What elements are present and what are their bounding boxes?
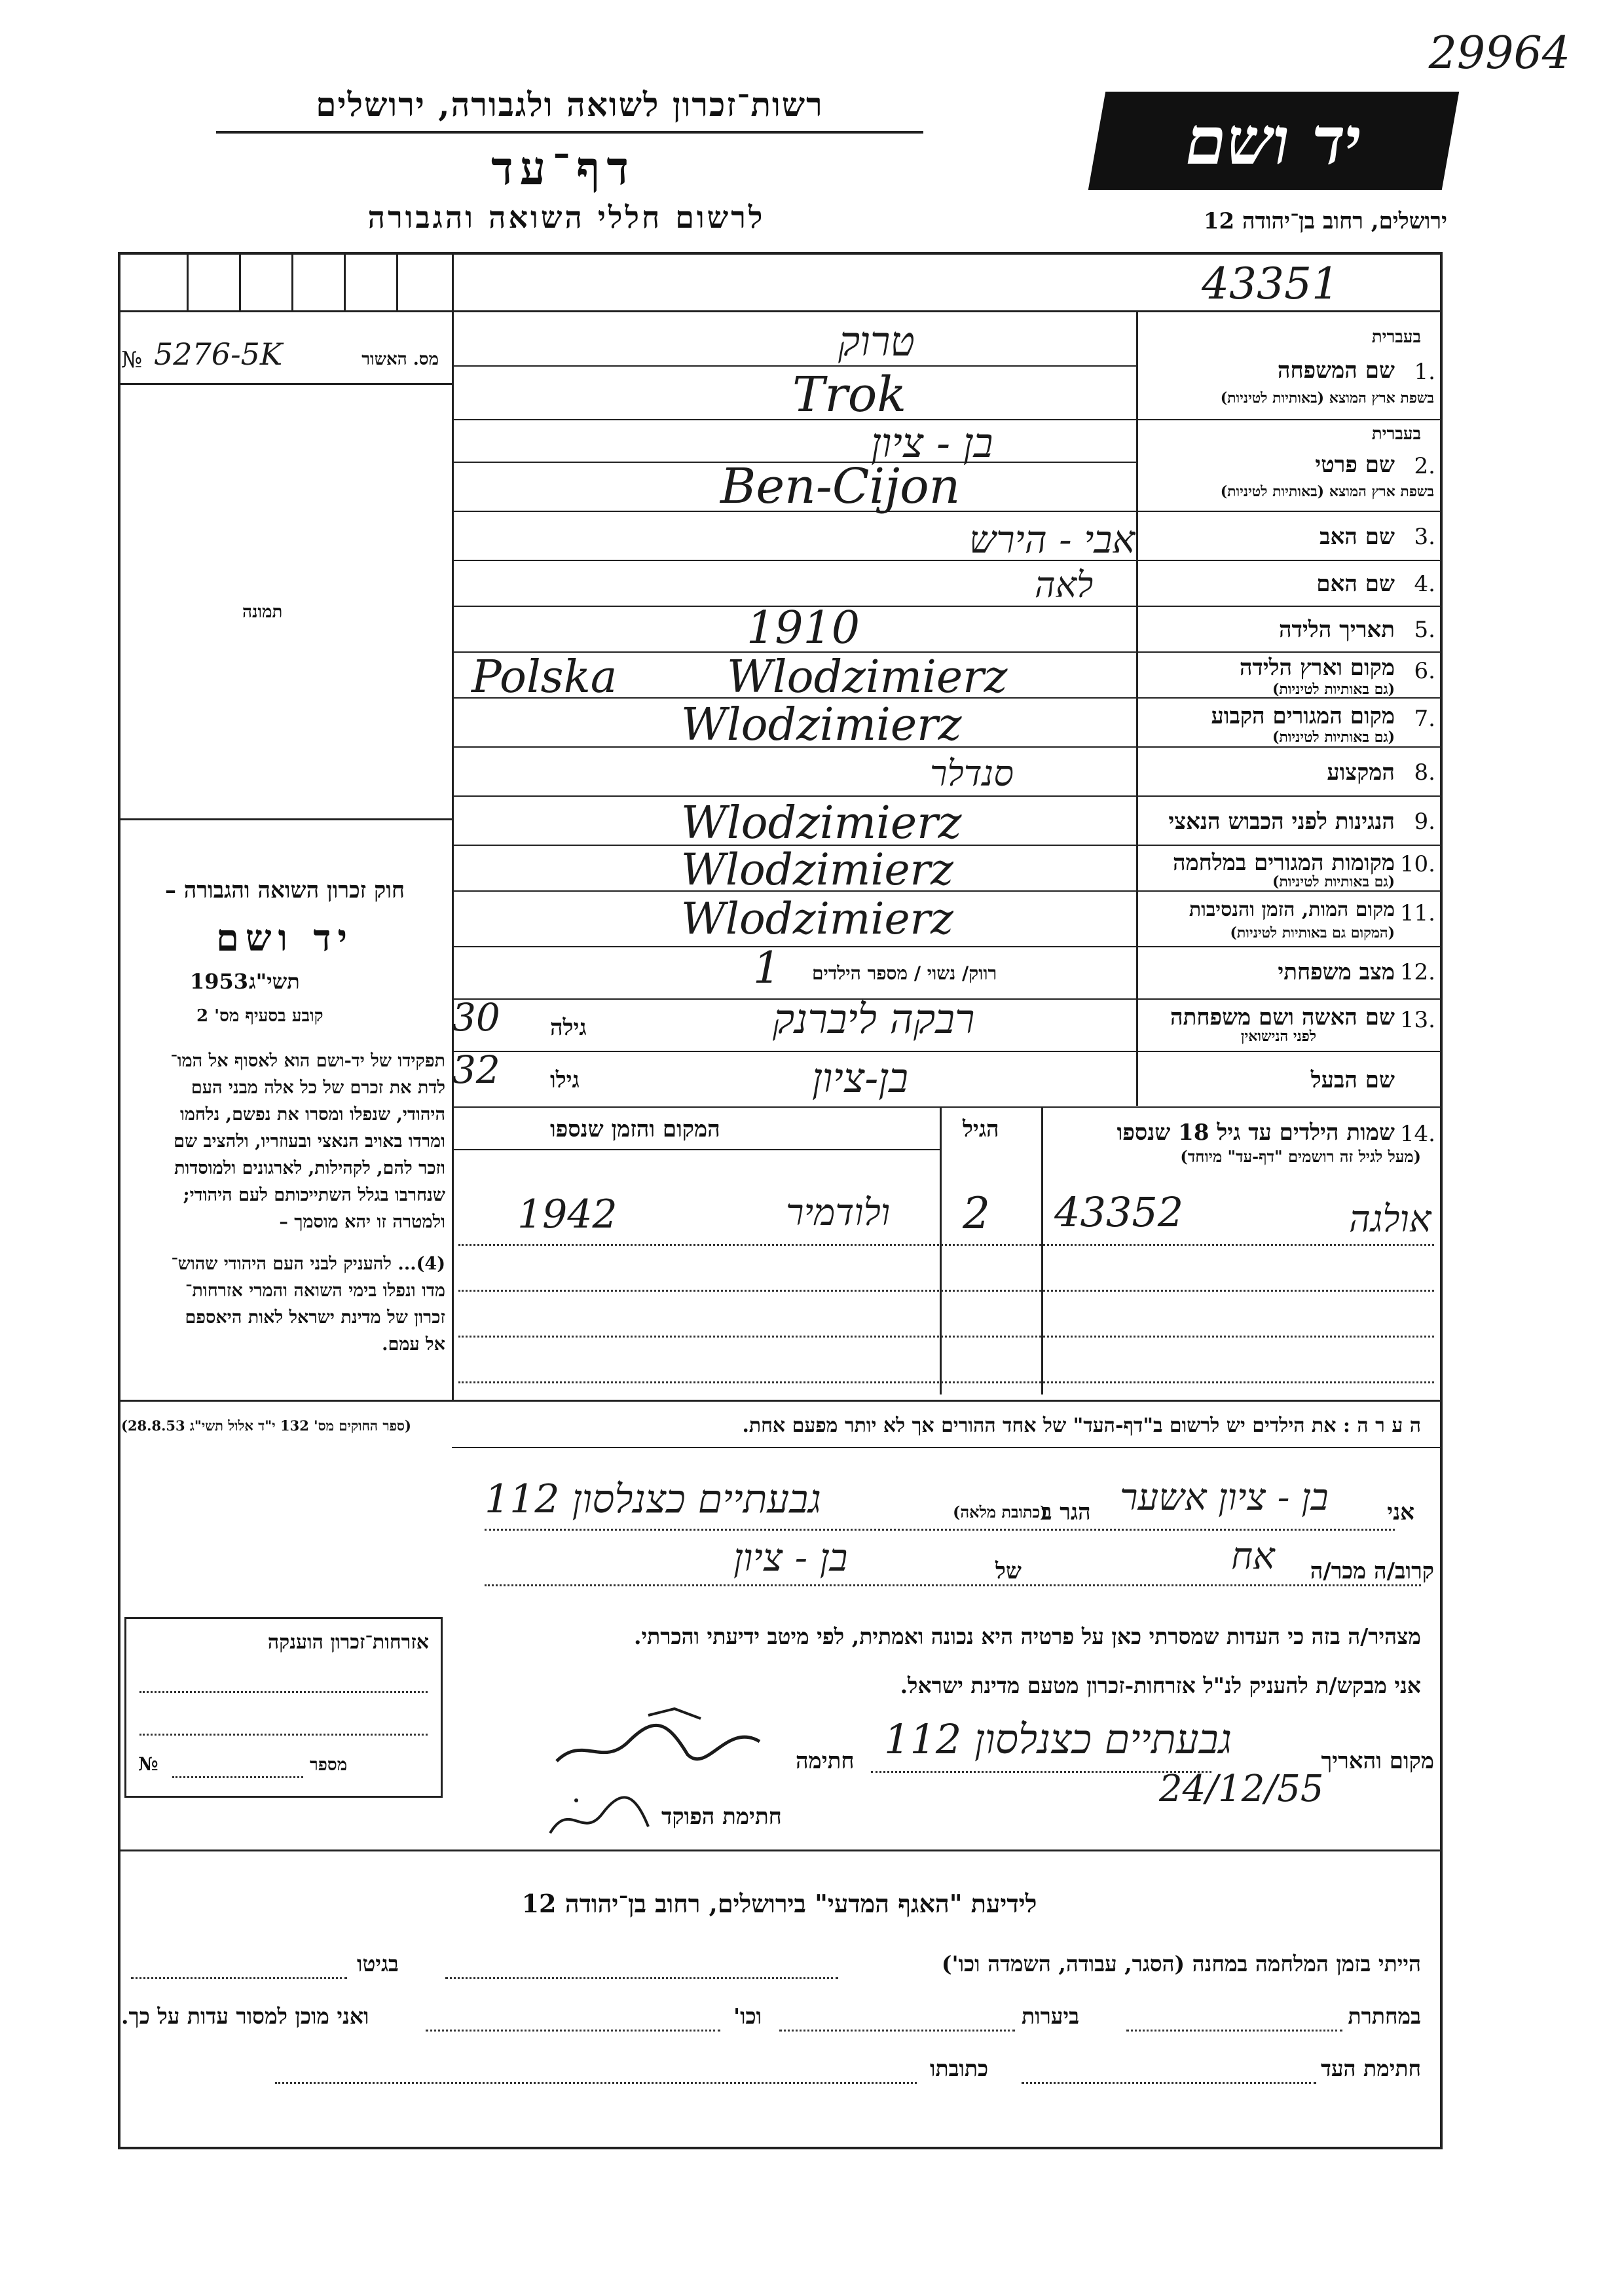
- note: ה ע ר ה : את הילדים יש לרשום ב"דף-העד" של אחד ההורים אך לא יותר מפעם אחת.: [742, 1414, 1421, 1437]
- declarant-address: גבעתיים כצנלסון 112: [485, 1476, 821, 1522]
- footer-ghetto-label: בגיטו: [357, 1951, 399, 1977]
- top-row-rule: [118, 310, 1440, 312]
- birth-date: 1910: [747, 602, 860, 654]
- husband-age: 32: [452, 1048, 500, 1092]
- declarant-name: בן - ציון אשער: [1120, 1476, 1329, 1519]
- field-13-label: שם האשה ושם משפחתה: [1170, 1004, 1395, 1030]
- field-9-label: הנגינות לפני הכבוש הנאצי: [1168, 809, 1395, 835]
- footer-address-label: כתובתו: [930, 2056, 989, 2081]
- footer-forests-label: ביערות: [1022, 2003, 1080, 2029]
- law-paragraph-2: (4)... להעניק לבני העם היהודי שהוש־ מדו ונפלו בימי השואה והמרי אזרחות־ זכרון של מדינת ישראל לאות היאספם אל עמם.: [171, 1254, 445, 1355]
- relation-value: אח: [1231, 1535, 1275, 1578]
- law-title: חוק זכרון השואה והגבורה –: [164, 877, 405, 903]
- law-reference: (ספר החוקים מס' 132 י"ד אלול תשי"ג 28.8.53): [121, 1417, 411, 1434]
- father-name: אבי - הירש: [969, 517, 1135, 562]
- label-column-divider: [1136, 310, 1138, 1106]
- footer-heading: לידיעת "האגף המדעי" בירושלים, רחוב בן־יהודה 12: [521, 1889, 1037, 1918]
- declaration-date: 24/12/55: [1159, 1768, 1324, 1810]
- field-10-label: מקומות המגורים במלחמה: [1172, 850, 1395, 876]
- archive-number: 29964: [1428, 27, 1570, 79]
- death-place: Wlodzimierz: [681, 894, 953, 944]
- field-3-label: שם האב: [1320, 524, 1395, 550]
- law-section: קובע בסעיף מס' 2: [196, 1006, 323, 1026]
- field-1-lang: בעברית: [1371, 327, 1421, 347]
- supervisor-signature: [537, 1781, 661, 1853]
- children-col-place: המקום והזמן שנספו: [550, 1116, 720, 1142]
- birth-place: Wlodzimierz: [727, 651, 1008, 703]
- field-11-label: מקום המות, הזמן והנסיבות: [1189, 898, 1395, 921]
- family-status-options: רווק/ נשוי / מספר הילדים: [812, 962, 997, 984]
- given-name-latin: Ben-Cijon: [720, 458, 961, 515]
- field-8-label: המקצוע: [1327, 759, 1395, 786]
- left-column-divider: [452, 252, 454, 1401]
- footer-camp-label: הייתי בזמן המלחמה במחנה (הסגר, עבודה, השמדה וכו'): [941, 1951, 1421, 1977]
- law-name: יד ושם: [215, 917, 354, 960]
- husband-name: בן-ציון: [812, 1054, 909, 1102]
- permanent-residence: Wlodzimierz: [681, 699, 962, 751]
- field-4-label: שם האם: [1316, 571, 1395, 597]
- footer-witness-signature-label: חתימת העד: [1320, 2056, 1421, 2081]
- relation-label: קרוב/ה מכר/ה: [1310, 1558, 1434, 1584]
- photo-label: תמונה: [242, 602, 283, 622]
- field-7-label: מקום המגורים הקבוע: [1211, 703, 1395, 729]
- field-1-label: שם המשפחה: [1277, 357, 1395, 384]
- field-12-label: מצב משפחתי: [1278, 959, 1395, 985]
- profession: סנדלר: [930, 753, 1014, 794]
- header-address: ירושלים, רחוב בן־יהודה 12: [1203, 208, 1447, 234]
- surname-hebrew: טרוק: [838, 318, 915, 365]
- record-number: 43351: [1202, 259, 1339, 309]
- supervisor-label: חתימת הפוקד: [661, 1804, 782, 1830]
- request-text: אני מבקש/ת להעניק לנ"ל אזרחות-זכרון מטעם מדינת ישראל.: [900, 1673, 1421, 1698]
- birth-country: Polska: [471, 651, 618, 703]
- citizenship-title: אזרחות־זכרון הוענקה: [267, 1631, 429, 1654]
- child-name: אולגה: [1349, 1198, 1431, 1241]
- child-year: 1942: [517, 1192, 618, 1237]
- field-5-label: תאריך הלידה: [1278, 617, 1395, 643]
- authority-name: רשות־זכרון לשואה ולגבורה, ירושלים: [316, 85, 824, 124]
- footer-willing-text: ואני מוכן למסור עדות על כך.: [121, 2003, 369, 2029]
- wife-name: רבקה ליברנק: [773, 995, 975, 1043]
- declaration-text: מצהיר/ה בזה כי העדות שמסרתי כאן על פרטיה היא נכונה ואמתית, לפי מיטב ידיעתי והכרתי.: [634, 1624, 1421, 1649]
- declarant-i-label: אני: [1387, 1499, 1414, 1525]
- given-name-hebrew: בן - ציון: [871, 419, 993, 467]
- approval-number: 5276-5K: [154, 337, 283, 372]
- field-6-label: מקום וארץ הלידה: [1239, 655, 1395, 681]
- wife-age: 30: [452, 995, 500, 1040]
- yad-vashem-logo: יד ושם: [1088, 92, 1459, 190]
- mother-name: לאה: [1035, 564, 1094, 606]
- law-year: 1953: [190, 969, 249, 994]
- children-col-age: הגיל: [963, 1116, 999, 1142]
- surname-latin: Trok: [792, 367, 907, 423]
- child-place: ולודמיר: [786, 1192, 891, 1234]
- children-label: שמות הילדים עד גיל 18 שנספו: [1116, 1120, 1395, 1146]
- page: 29964 רשות־זכרון לשואה ולגבורה, ירושלים דף־עד לרשום חללי השואה והגבורה יד ושם ירושלים, רחוב בן־יהודה 12 43351 № 5276-5K מס. האשור תמונה בעברית 1. שם המשפחה בשפת ארץ המוצא (באותיות לטיניות) בעברית 2. שם פרטי בשפת ארץ המוצא (באותיות לטיניות) 3. שם האב 4. שם האם 5. תאריך הלידה 6. מקום וארץ הלידה (גם באותיות לטיניות) 7. מקום המגורים הקבוע (גם באותיות לטיניות) 8. המקצוע 9. הנגינות לפני הכבוש הנאצי 10. מקומות המגורים במלחמה (גם באותיות לטיניות) 11. מקום המות, הזמן והנסיבות (המקום גם באותיות לטיניות) 12. מצב משפחתי 13. שם האשה ושם משפחתה לפני הנישואין שם הבעל טרוק Trok בן - ציון Ben-Cijon אבי - הירש לאה 1910 Polska Wlodzimierz Wlodzimierz סנדלר Wlodzimierz Wlodzimierz Wlodzimierz רווק/ נשוי / מספר הילדים 1 30 גילה רבקה ליברנק 32 גילו בן-ציון 14. שמות הילדים עד גיל 18 שנספו (מעל לגיל זה רושמים "דף-עד" מיוחד) הגיל המקום והזמן שנספו אולגה 43352 2 ולודמיר 1942 חוק זכרון השואה והגבורה – יד ושם תשי"ג 1953 קובע בסעיף מס' 2 תפקידו של יד-ושם הוא לאסוף אל המו־ לדת את זכרם של כל אלה מבני העם היהודי, שנפלו ומסרו את נפשם, נלחמו ומרדו באויב הנאצי ובעוזריו, ולהציב שם וזכר להם, לקהילות, לארגונים ולמוסדות שנחרבו בגלל השתייכותם לעם היהודי; ולמטרה זו יהא מוסמך – (4)... להעניק לבני העם היהודי שהוש־ מדו ונפלו בימי השואה והמרי אזרחות־ זכרון של מדינת ישראל לאות היאספם אל עמם. (ספר החוקים מס' 132 י"ד אלול תשי"ג 28.8.53) ה ע ר ה : את הילדים יש לרשום ב"דף-העד" של אחד ההורים אך לא יותר מפעם אחת. אני בן - ציון אשער הגר ב (כתובת מלאה) גבעתיים כצנלסון 112 קרוב/ה מכר/ה אח של בן - ציון מצהיר/ה בזה כי העדות שמסרתי כאן על פרטיה היא נכונה ואמתית, לפי מיטב ידיעתי והכרתי. אני מבקש/ת להעניק לנ"ל אזרחות-זכרון מטעם מדינת ישראל. מקום והאריך גבעתיים כצנלסון 112 24/12/55 חתימה חתימת הפוקד אזרחות־זכרון הוענקה № מספר לידיעת "האגף המדעי" בירושלים, רחוב בן־יהודה 12 הייתי בזמן המלחמה במחנה (הסגר, עבודה, השמדה וכו') בגיטו במחתרת ביערות וכו' ואני מוכן למסור עדות על כך. חתימת העד כתובתו: [0, 0, 1624, 2296]
- child-age: 2: [963, 1188, 990, 1239]
- pre-occupation-activity: Wlodzimierz: [681, 797, 962, 849]
- child-number: 43352: [1054, 1188, 1184, 1236]
- form-title: דף־עד: [490, 141, 635, 195]
- citizenship-box: אזרחות־זכרון הוענקה № מספר: [124, 1617, 443, 1798]
- law-paragraph-1: תפקידו של יד-ושם הוא לאסוף אל המו־ לדת את זכרם של כל אלה מבני העם היהודי, שנפלו ומסרו את נפשם, נלחמו ומרדו באויב הנאצי ובעוזריו, ולהציב שם וזכר להם, לקהילות, לארגונים ולמוסדות שנחרבו בגלל השתייכותם לעם היהודי; ולמטרה זו יהא מוסמך –: [170, 1051, 445, 1232]
- citizenship-number-label: מספר: [310, 1755, 348, 1775]
- husband-label: שם הבעל: [1310, 1067, 1395, 1093]
- place-date-label: מקום והאריך: [1321, 1748, 1434, 1774]
- relation-of-value: בן - ציון: [733, 1535, 848, 1580]
- wartime-residence: Wlodzimierz: [681, 845, 953, 895]
- declaration-place: גבעתיים כצנלסון 112: [884, 1715, 1232, 1763]
- children-count: 1: [753, 943, 781, 993]
- declarant-signature: [544, 1696, 779, 1781]
- field-2-lang: בעברית: [1371, 424, 1421, 444]
- approval-label: מס. האשור: [361, 350, 439, 369]
- field-2-label: שם פרטי: [1315, 452, 1395, 478]
- form-subtitle: לרשום חללי השואה והגבורה: [367, 200, 766, 235]
- approval-field: № 5276-5K מס. האשור: [121, 337, 439, 373]
- signature-label: חתימה: [796, 1748, 855, 1774]
- footer-underground-label: במחתרת: [1348, 2003, 1421, 2029]
- header-rule: [216, 131, 923, 134]
